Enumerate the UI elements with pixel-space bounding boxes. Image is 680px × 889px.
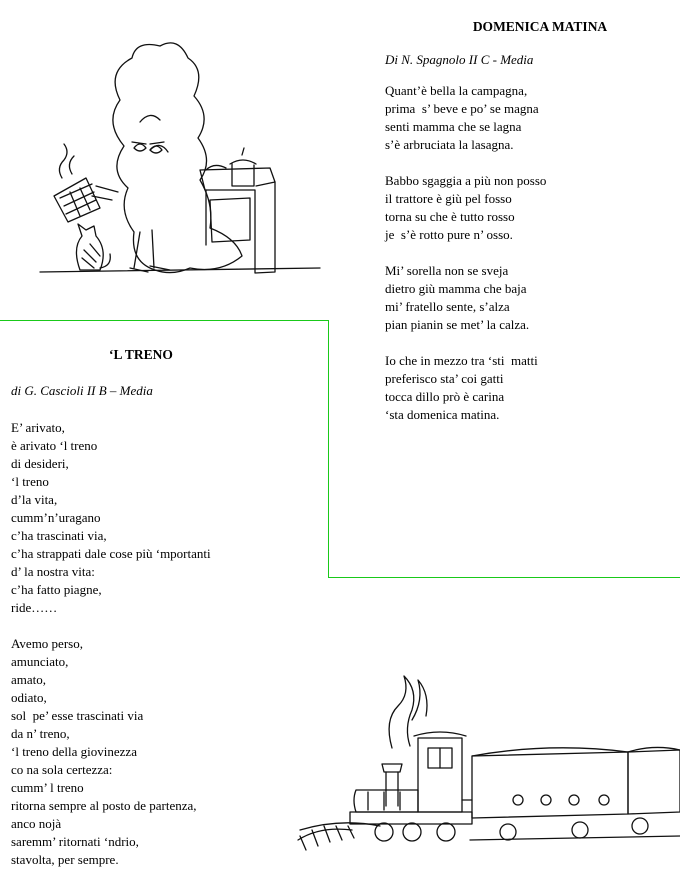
poem2-title: ‘L TRENO <box>109 347 173 362</box>
poem-line: d’la vita, <box>11 492 58 507</box>
poem-line: ‘l treno <box>11 474 49 489</box>
poem-line: Quant’è bella la campagna, <box>385 83 528 98</box>
poem1-body <box>385 82 665 424</box>
stanza <box>11 419 331 617</box>
poem-line: preferisco sta’ coi gatti <box>385 371 504 386</box>
poem-line: odiato, <box>11 690 47 705</box>
poem-line: Io che in mezzo tra ‘sti matti <box>385 353 538 368</box>
poem-line: E’ arivato, <box>11 420 65 435</box>
stanza <box>385 262 665 334</box>
poem2-author: di G. Cascioli II B – Media <box>11 383 153 398</box>
poem-domenica-matina <box>385 18 665 442</box>
poem-line: amato, <box>11 672 47 687</box>
poem-line: c’ha strappati dale cose più ‘mportanti <box>11 546 211 561</box>
poem-line: tocca dillo prò è carina <box>385 389 505 404</box>
poem2-body <box>11 419 331 869</box>
poem-line: c’ha trascinati via, <box>11 528 107 543</box>
poem-line: ride…… <box>11 600 58 615</box>
poem-line: d’ la nostra vita: <box>11 564 95 579</box>
stanza <box>11 635 331 869</box>
poem-line: ‘sta domenica matina. <box>385 407 500 422</box>
poem-line: prima s’ beve e po’ se magna <box>385 101 539 116</box>
poem-line: da n’ treno, <box>11 726 70 741</box>
poem-line: s’è arbruciata la lasagna. <box>385 137 514 152</box>
poem-line: ritorna sempre al posto de partenza, <box>11 798 197 813</box>
poem-line: amunciato, <box>11 654 69 669</box>
poem-line: Mi’ sorella non se sveja <box>385 263 509 278</box>
poem-l-treno <box>11 346 331 887</box>
poem-line: co na sola certezza: <box>11 762 113 777</box>
divider-horizontal-bottom <box>328 577 680 578</box>
poem-line: mi’ fratello sente, s’alza <box>385 299 510 314</box>
poem-line: dietro giù mamma che baja <box>385 281 527 296</box>
poem-line: c’ha fatto piagne, <box>11 582 102 597</box>
poem-line: senti mamma che se lagna <box>385 119 522 134</box>
poem-line: cumm’ l treno <box>11 780 84 795</box>
poem-line: ‘l treno della giovinezza <box>11 744 137 759</box>
poem-line: pian pianin se met’ la calza. <box>385 317 530 332</box>
poem-line: stavolta, per sempre. <box>11 852 119 867</box>
poem-line: cumm’n’uragano <box>11 510 101 525</box>
poem-line: je s’è rotto pure n’ osso. <box>385 227 513 242</box>
poem-line: sol pe’ esse trascinati via <box>11 708 144 723</box>
poem-line: Avemo perso, <box>11 636 83 651</box>
stanza <box>385 82 665 154</box>
stanza <box>385 172 665 244</box>
poem-line: Babbo sgaggia a più non posso <box>385 173 547 188</box>
poem-line: saremm’ ritornati ‘ndrio, <box>11 834 139 849</box>
divider-horizontal-top <box>0 320 329 321</box>
stanza <box>385 352 665 424</box>
poem-line: è arivato ‘l treno <box>11 438 98 453</box>
poem-line: torna su che è tutto rosso <box>385 209 515 224</box>
poem-line: anco nojà <box>11 816 62 831</box>
poem-line: il trattore è giù pel fosso <box>385 191 512 206</box>
poem-line: di desideri, <box>11 456 69 471</box>
poem1-author: Di N. Spagnolo II C - Media <box>385 52 534 67</box>
poem1-title: DOMENICA MATINA <box>472 19 608 34</box>
